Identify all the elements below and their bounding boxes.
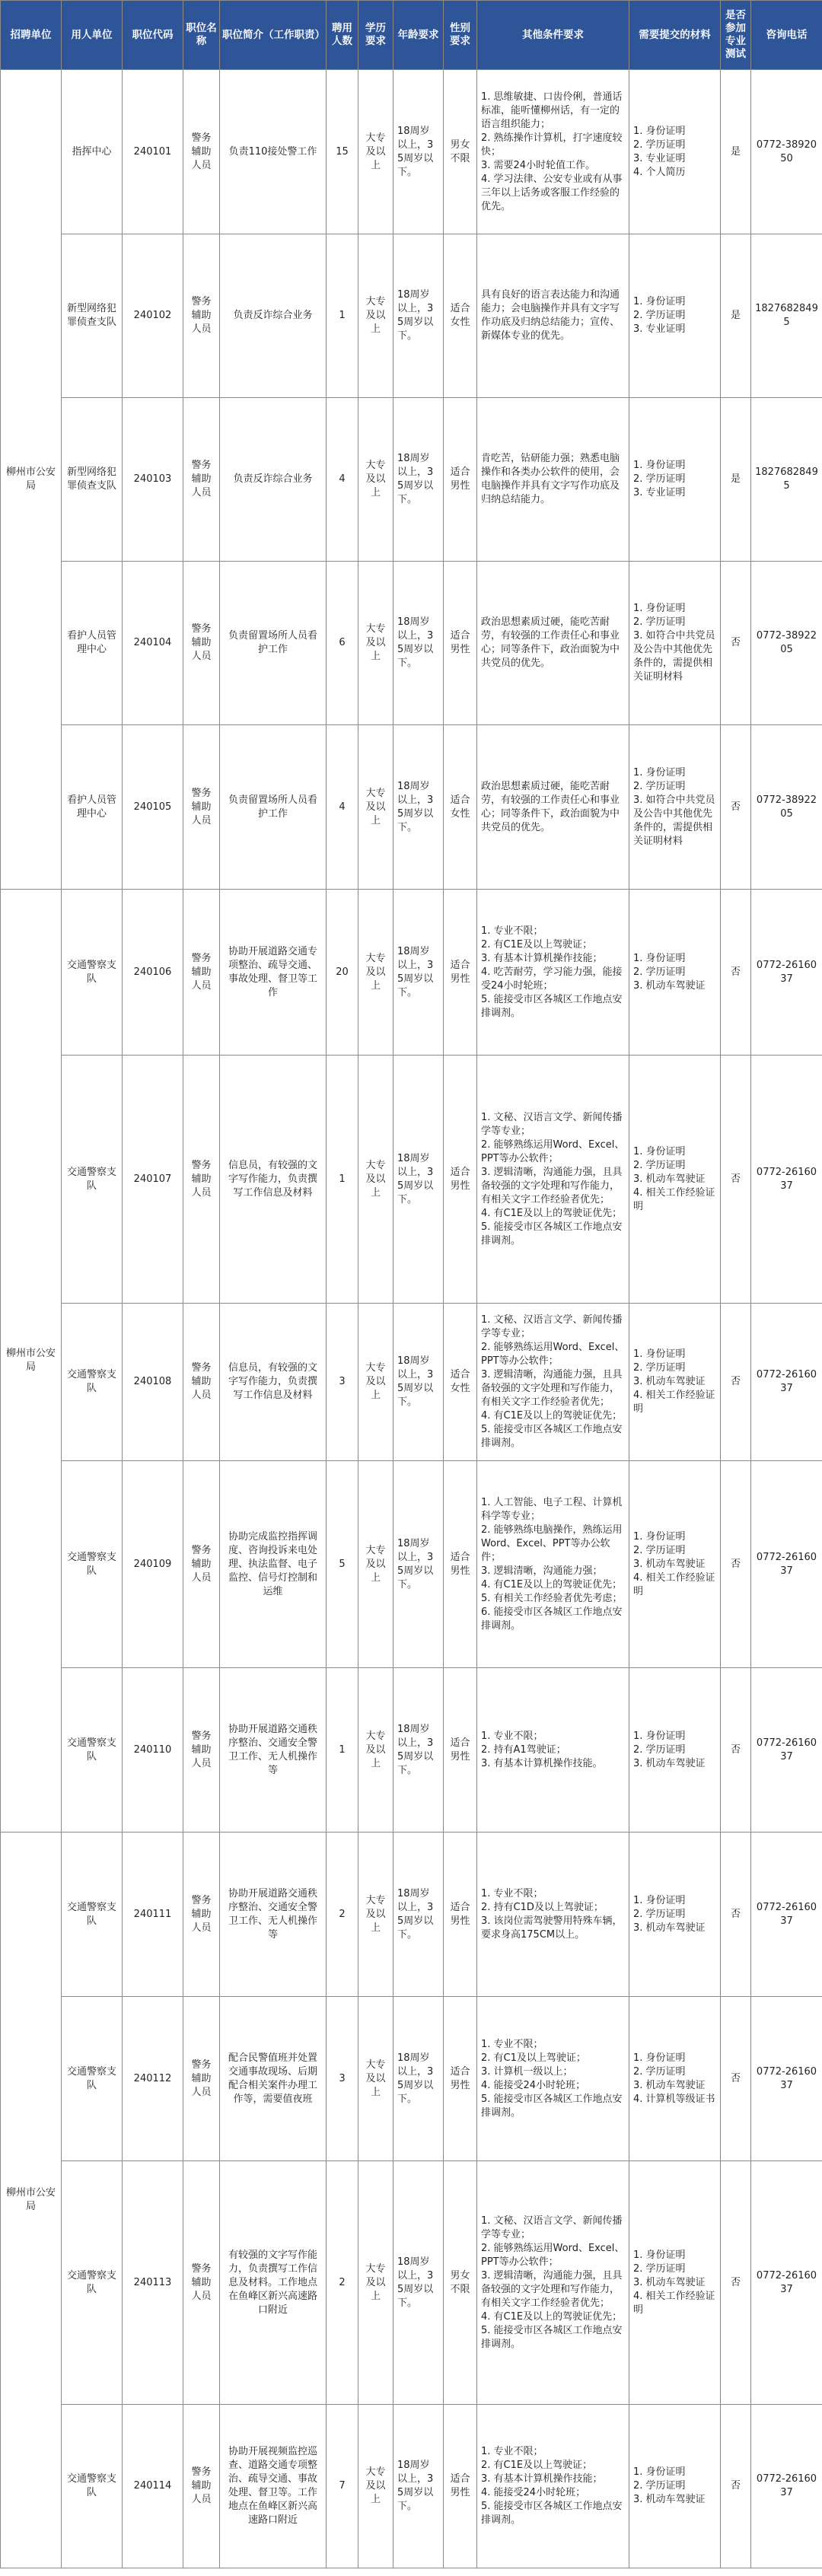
materials-cell: 1. 身份证明 2. 学历证明 3. 专业证明 [629,234,721,398]
age-cell: 18周岁以上，35周岁以下。 [393,1056,444,1304]
test-cell: 是 [721,234,751,398]
post-cell: 警务辅助人员 [183,2161,220,2405]
education-cell: 大专及以上 [358,2405,393,2568]
gender-cell: 适合女性 [444,1304,477,1461]
education-cell: 大专及以上 [358,1461,393,1668]
duty-cell: 配合民警值班并处置交通事故现场、后期配合相关案件办理工作等，需要值夜班 [220,1997,327,2161]
duty-cell: 协助完成监控指挥调度、咨询投诉来电处理、执法监督、电子监控、信号灯控制和运维 [220,1461,327,1668]
test-cell: 否 [721,2405,751,2568]
gender-cell: 适合男性 [444,890,477,1056]
count-cell: 20 [327,890,358,1056]
education-cell: 大专及以上 [358,1668,393,1832]
post-cell: 警务辅助人员 [183,398,220,562]
employer-cell: 交通警察支队 [62,1668,123,1832]
education-cell: 大专及以上 [358,890,393,1056]
code-cell: 240106 [123,890,183,1056]
gender-cell: 适合男性 [444,1056,477,1304]
requirements-cell: 1. 人工智能、电子工程、计算机科学等专业； 2. 能够熟练电脑操作，熟练运用Word、Excel、PPT等办公软件； 3. 逻辑清晰，沟通能力强； 4. 有C1E及以上的驾驶证优先； 5. 有相关工作经验者优先考虑； 6. 能接受市区各城区工作地点安排调剂。 [477,1461,629,1668]
requirements-cell: 1. 专业不限； 2. 有C1及以上驾驶证； 3. 计算机一级以上； 4. 能接受24小时轮班； 5. 能接受市区各城区工作地点安排调剂。 [477,1997,629,2161]
test-cell: 否 [721,1304,751,1461]
materials-cell: 1. 身份证明 2. 学历证明 3. 机动车驾驶证 [629,1668,721,1832]
age-cell: 18周岁以上，35周岁以下。 [393,1832,444,1997]
post-cell: 警务辅助人员 [183,1997,220,2161]
header-unit: 招聘单位 [1,1,62,70]
education-cell: 大专及以上 [358,1056,393,1304]
table-row [1,1056,822,1304]
post-cell: 警务辅助人员 [183,234,220,398]
table-row [1,1997,822,2161]
phone-cell: 0772-2616037 [751,890,822,1056]
count-cell: 1 [327,1056,358,1304]
test-cell: 否 [721,1056,751,1304]
test-cell: 否 [721,1832,751,1997]
header-education: 学历要求 [358,1,393,70]
materials-cell: 1. 身份证明 2. 学历证明 3. 机动车驾驶证 4. 相关工作经验证明 [629,1304,721,1461]
materials-cell: 1. 身份证明 2. 学历证明 3. 机动车驾驶证 [629,1832,721,1997]
post-cell: 警务辅助人员 [183,562,220,725]
test-cell: 是 [721,398,751,562]
phone-cell: 18276828495 [751,398,822,562]
duty-cell: 负责反诈综合业务 [220,234,327,398]
post-cell: 警务辅助人员 [183,1832,220,1997]
gender-cell: 适合女性 [444,725,477,890]
code-cell: 240103 [123,398,183,562]
gender-cell: 适合男性 [444,398,477,562]
phone-cell: 0772-2616037 [751,1832,822,1997]
duty-cell: 有较强的文字写作能力，负责撰写工作信息及材料。工作地点在鱼峰区新兴高速路口附近 [220,2161,327,2405]
count-cell: 4 [327,398,358,562]
education-cell: 大专及以上 [358,1832,393,1997]
materials-cell: 1. 身份证明 2. 学历证明 3. 如符合中共党员及公告中其他优先条件的，需提供相关证明材料 [629,725,721,890]
count-cell: 4 [327,725,358,890]
test-cell: 否 [721,1997,751,2161]
header-test: 是否参加专业测试 [721,1,751,70]
post-cell: 警务辅助人员 [183,70,220,234]
employer-cell: 看护人员管理中心 [62,562,123,725]
header-other: 其他条件要求 [477,1,629,70]
duty-cell: 协助开展道路交通秩序整治、交通安全警卫工作、无人机操作等 [220,1668,327,1832]
gender-cell: 适合女性 [444,234,477,398]
materials-cell: 1. 身份证明 2. 学历证明 3. 机动车驾驶证 [629,890,721,1056]
unit-cell: 柳州市公安局 [1,890,62,1832]
requirements-cell: 1. 专业不限； 2. 持有A1驾驶证； 3. 有基本计算机操作技能。 [477,1668,629,1832]
table-row [1,398,822,562]
gender-cell: 适合男性 [444,2405,477,2568]
test-cell: 否 [721,2161,751,2405]
education-cell: 大专及以上 [358,398,393,562]
phone-cell: 0772-2616037 [751,1997,822,2161]
count-cell: 5 [327,1461,358,1668]
duty-cell: 协助开展视频监控巡查、道路交通专项整治、疏导交通、事故处理、督卫等。工作地点在鱼峰区新兴高速路口附近 [220,2405,327,2568]
employer-cell: 交通警察支队 [62,1461,123,1668]
employer-cell: 交通警察支队 [62,2161,123,2405]
gender-cell: 男女不限 [444,70,477,234]
table-row [1,2405,822,2568]
duty-cell: 信息员，有较强的文字写作能力，负责撰写工作信息及材料 [220,1056,327,1304]
test-cell: 否 [721,890,751,1056]
code-cell: 240107 [123,1056,183,1304]
code-cell: 240109 [123,1461,183,1668]
requirements-cell: 1. 专业不限； 2. 有C1E及以上驾驶证； 3. 有基本计算机操作技能； 4. 能接受24小时轮班； 5. 能接受市区各城区工作地点安排调剂。 [477,2405,629,2568]
requirements-cell: 1. 文秘、汉语言文学、新闻传播学等专业； 2. 能够熟练运用Word、Excel、PPT等办公软件； 3. 逻辑清晰，沟通能力强，且具备较强的文字处理和写作能力，有相关文字工作经验者优先； 4. 有C1E及以上的驾驶证优先； 5. 能接受市区各城区工作地点安排调剂。 [477,1304,629,1461]
header-phone: 咨询电话 [751,1,822,70]
employer-cell: 新型网络犯罪侦查支队 [62,398,123,562]
employer-cell: 看护人员管理中心 [62,725,123,890]
phone-cell: 0772-2616037 [751,1461,822,1668]
gender-cell: 适合男性 [444,1832,477,1997]
phone-cell: 0772-3892205 [751,725,822,890]
age-cell: 18周岁以上，35周岁以下。 [393,1997,444,2161]
gender-cell: 适合男性 [444,1997,477,2161]
duty-cell: 协助开展道路交通秩序整治、交通安全警卫工作、无人机操作等 [220,1832,327,1997]
age-cell: 18周岁以上，35周岁以下。 [393,70,444,234]
code-cell: 240114 [123,2405,183,2568]
requirements-cell: 政治思想素质过硬，能吃苦耐劳，有较强的工作责任心和事业心；同等条件下，政治面貌为中共党员的优先。 [477,562,629,725]
code-cell: 240111 [123,1832,183,1997]
materials-cell: 1. 身份证明 2. 学历证明 3. 专业证明 4. 个人简历 [629,70,721,234]
table-row [1,1304,822,1461]
age-cell: 18周岁以上，35周岁以下。 [393,725,444,890]
test-cell: 否 [721,562,751,725]
post-cell: 警务辅助人员 [183,725,220,890]
gender-cell: 适合男性 [444,562,477,725]
code-cell: 240110 [123,1668,183,1832]
duty-cell: 负责110接处警工作 [220,70,327,234]
materials-cell: 1. 身份证明 2. 学历证明 3. 机动车驾驶证 4. 相关工作经验证明 [629,1056,721,1304]
post-cell: 警务辅助人员 [183,1461,220,1668]
table-row [1,2161,822,2405]
code-cell: 240105 [123,725,183,890]
duty-cell: 信息员，有较强的文字写作能力，负责撰写工作信息及材料 [220,1304,327,1461]
age-cell: 18周岁以上，35周岁以下。 [393,890,444,1056]
age-cell: 18周岁以上，35周岁以下。 [393,1461,444,1668]
age-cell: 18周岁以上，35周岁以下。 [393,398,444,562]
phone-cell: 0772-2616037 [751,2161,822,2405]
employer-cell: 交通警察支队 [62,890,123,1056]
count-cell: 1 [327,1668,358,1832]
age-cell: 18周岁以上，35周岁以下。 [393,1304,444,1461]
header-gender: 性别要求 [444,1,477,70]
materials-cell: 1. 身份证明 2. 学历证明 3. 机动车驾驶证 4. 相关工作经验证明 [629,1461,721,1668]
table-row [1,234,822,398]
test-cell: 否 [721,725,751,890]
gender-cell: 男女不限 [444,2161,477,2405]
materials-cell: 1. 身份证明 2. 学历证明 3. 机动车驾驶证 4. 计算机等级证书 [629,1997,721,2161]
employer-cell: 交通警察支队 [62,2405,123,2568]
table-row [1,890,822,1056]
phone-cell: 0772-3892205 [751,562,822,725]
code-cell: 240112 [123,1997,183,2161]
header-age: 年龄要求 [393,1,444,70]
count-cell: 1 [327,234,358,398]
post-cell: 警务辅助人员 [183,1056,220,1304]
gender-cell: 适合男性 [444,1461,477,1668]
age-cell: 18周岁以上，35周岁以下。 [393,2405,444,2568]
education-cell: 大专及以上 [358,234,393,398]
age-cell: 18周岁以上，35周岁以下。 [393,1668,444,1832]
phone-cell: 18276828495 [751,234,822,398]
table-body [1,70,822,2568]
phone-cell: 0772-2616037 [751,1056,822,1304]
table-row [1,562,822,725]
requirements-cell: 政治思想素质过硬，能吃苦耐劳，有较强的工作责任心和事业心；同等条件下，政治面貌为中共党员的优先。 [477,725,629,890]
materials-cell: 1. 身份证明 2. 学历证明 3. 专业证明 [629,398,721,562]
employer-cell: 交通警察支队 [62,1056,123,1304]
post-cell: 警务辅助人员 [183,1304,220,1461]
materials-cell: 1. 身份证明 2. 学历证明 3. 机动车驾驶证 4. 相关工作经验证明 [629,2161,721,2405]
requirements-cell: 1. 文秘、汉语言文学、新闻传播学等专业； 2. 能够熟练运用Word、Excel、PPT等办公软件； 3. 逻辑清晰，沟通能力强，且具备较强的文字处理和写作能力，有相关文字工作经验者优先； 4. 有C1E及以上的驾驶证优先； 5. 能接受市区各城区工作地点安排调剂。 [477,1056,629,1304]
count-cell: 15 [327,70,358,234]
employer-cell: 指挥中心 [62,70,123,234]
test-cell: 是 [721,70,751,234]
post-cell: 警务辅助人员 [183,890,220,1056]
test-cell: 否 [721,1461,751,1668]
header-post-name: 职位名称 [183,1,220,70]
count-cell: 2 [327,1832,358,1997]
requirements-cell: 肯吃苦，钻研能力强；熟悉电脑操作和各类办公软件的使用，会电脑操作并具有文字写作功底及归纳总结能力。 [477,398,629,562]
header-row [1,1,822,70]
age-cell: 18周岁以上，35周岁以下。 [393,562,444,725]
phone-cell: 0772-2616037 [751,1304,822,1461]
requirements-cell: 1. 思维敏捷、口齿伶俐，普通话标准，能听懂柳州话，有一定的语言组织能力； 2. 熟练操作计算机，打字速度较快； 3. 需要24小时轮值工作。 4. 学习法律、公安专业或有从事三年以上话务或客服工作经验的优先。 [477,70,629,234]
table-row [1,725,822,890]
code-cell: 240113 [123,2161,183,2405]
code-cell: 240104 [123,562,183,725]
materials-cell: 1. 身份证明 2. 学历证明 3. 如符合中共党员及公告中其他优先条件的，需提供相关证明材料 [629,562,721,725]
table-row [1,70,822,234]
test-cell: 否 [721,1668,751,1832]
age-cell: 18周岁以上，35周岁以下。 [393,2161,444,2405]
gender-cell: 适合男性 [444,1668,477,1832]
requirements-cell: 1. 文秘、汉语言文学、新闻传播学等专业； 2. 能够熟练运用Word、Excel、PPT等办公软件； 3. 逻辑清晰，沟通能力强，且具备较强的文字处理和写作能力，有相关文字工作经验者优先； 4. 有C1E及以上的驾驶证优先； 5. 能接受市区各城区工作地点安排调剂。 [477,2161,629,2405]
duty-cell: 负责留置场所人员看护工作 [220,725,327,890]
count-cell: 3 [327,1304,358,1461]
education-cell: 大专及以上 [358,70,393,234]
count-cell: 3 [327,1997,358,2161]
header-materials: 需要提交的材料 [629,1,721,70]
unit-cell: 柳州市公安局 [1,70,62,890]
duty-cell: 负责留置场所人员看护工作 [220,562,327,725]
count-cell: 7 [327,2405,358,2568]
education-cell: 大专及以上 [358,2161,393,2405]
count-cell: 2 [327,2161,358,2405]
table-row [1,1832,822,1997]
post-cell: 警务辅助人员 [183,1668,220,1832]
header-code: 职位代码 [123,1,183,70]
requirements-cell: 1. 专业不限； 2. 有C1E及以上驾驶证； 3. 有基本计算机操作技能； 4. 吃苦耐劳，学习能力强，能接受24小时轮班； 5. 能接受市区各城区工作地点安排调剂。 [477,890,629,1056]
header-count: 聘用人数 [327,1,358,70]
post-cell: 警务辅助人员 [183,2405,220,2568]
employer-cell: 交通警察支队 [62,1832,123,1997]
phone-cell: 0772-3892050 [751,70,822,234]
age-cell: 18周岁以上，35周岁以下。 [393,234,444,398]
unit-cell: 柳州市公安局 [1,1832,62,2568]
requirements-cell: 1. 专业不限； 2. 持有C1D及以上驾驶证； 3. 该岗位需驾驶警用特殊车辆，要求身高175CM以上。 [477,1832,629,1997]
duty-cell: 协助开展道路交通专项整治、疏导交通、事故处理、督卫等工作 [220,890,327,1056]
count-cell: 6 [327,562,358,725]
code-cell: 240101 [123,70,183,234]
table-row [1,1461,822,1668]
phone-cell: 0772-2616037 [751,2405,822,2568]
code-cell: 240102 [123,234,183,398]
header-employer: 用人单位 [62,1,123,70]
materials-cell: 1. 身份证明 2. 学历证明 3. 机动车驾驶证 [629,2405,721,2568]
education-cell: 大专及以上 [358,1997,393,2161]
education-cell: 大专及以上 [358,1304,393,1461]
education-cell: 大专及以上 [358,725,393,890]
education-cell: 大专及以上 [358,562,393,725]
employer-cell: 新型网络犯罪侦查支队 [62,234,123,398]
duty-cell: 负责反诈综合业务 [220,398,327,562]
table-row [1,1668,822,1832]
header-duty: 职位简介（工作职责） [220,1,327,70]
employer-cell: 交通警察支队 [62,1997,123,2161]
code-cell: 240108 [123,1304,183,1461]
requirements-cell: 具有良好的语言表达能力和沟通能力；会电脑操作并具有文字写作功底及归纳总结能力；宣传、新媒体专业的优先。 [477,234,629,398]
phone-cell: 0772-2616037 [751,1668,822,1832]
employer-cell: 交通警察支队 [62,1304,123,1461]
